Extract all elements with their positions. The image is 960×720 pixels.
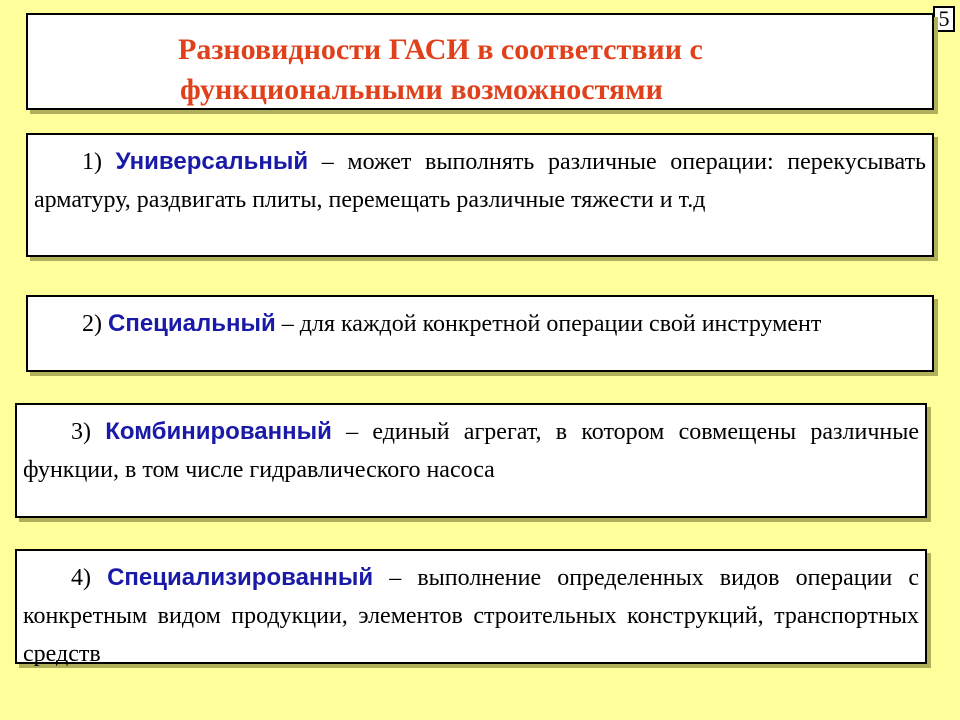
item-description: – единый агрегат, в котором совмещены различные функции, в том числе гидравлического насоса — [23, 419, 920, 483]
item-text — [23, 559, 919, 673]
item-description: – для каждой конкретной операции свой инструмент — [281, 311, 822, 337]
title-line-2: функциональными возможностями — [180, 73, 663, 106]
item-box-specialized — [15, 549, 927, 667]
item-number: 2) — [82, 311, 102, 337]
item-description: – может выполнять различные операции: перекусывать арматуру, раздвигать плиты, перемещать различные тяжести и т.д — [34, 149, 927, 213]
item-term: Универсальный — [115, 148, 309, 175]
item-number: 4) — [71, 565, 91, 591]
item-text — [34, 143, 926, 219]
item-text — [34, 305, 926, 343]
title-line-1: Разновидности ГАСИ в соответствии с — [178, 33, 703, 66]
item-number: 1) — [82, 149, 102, 175]
page-number: 5 — [933, 6, 955, 32]
item-description: – выполнение определенных видов операции с конкретным видом продукции, элементов строительных конструкций, транспортных средств — [23, 565, 920, 667]
item-text — [23, 413, 919, 489]
title-box — [26, 13, 934, 110]
item-term: Специализированный — [107, 564, 374, 591]
item-box-special — [26, 295, 934, 372]
item-term: Специальный — [108, 310, 276, 337]
item-term: Комбинированный — [105, 418, 332, 445]
item-number: 3) — [71, 419, 91, 445]
item-box-universal — [26, 133, 934, 257]
item-box-combined — [15, 403, 927, 518]
